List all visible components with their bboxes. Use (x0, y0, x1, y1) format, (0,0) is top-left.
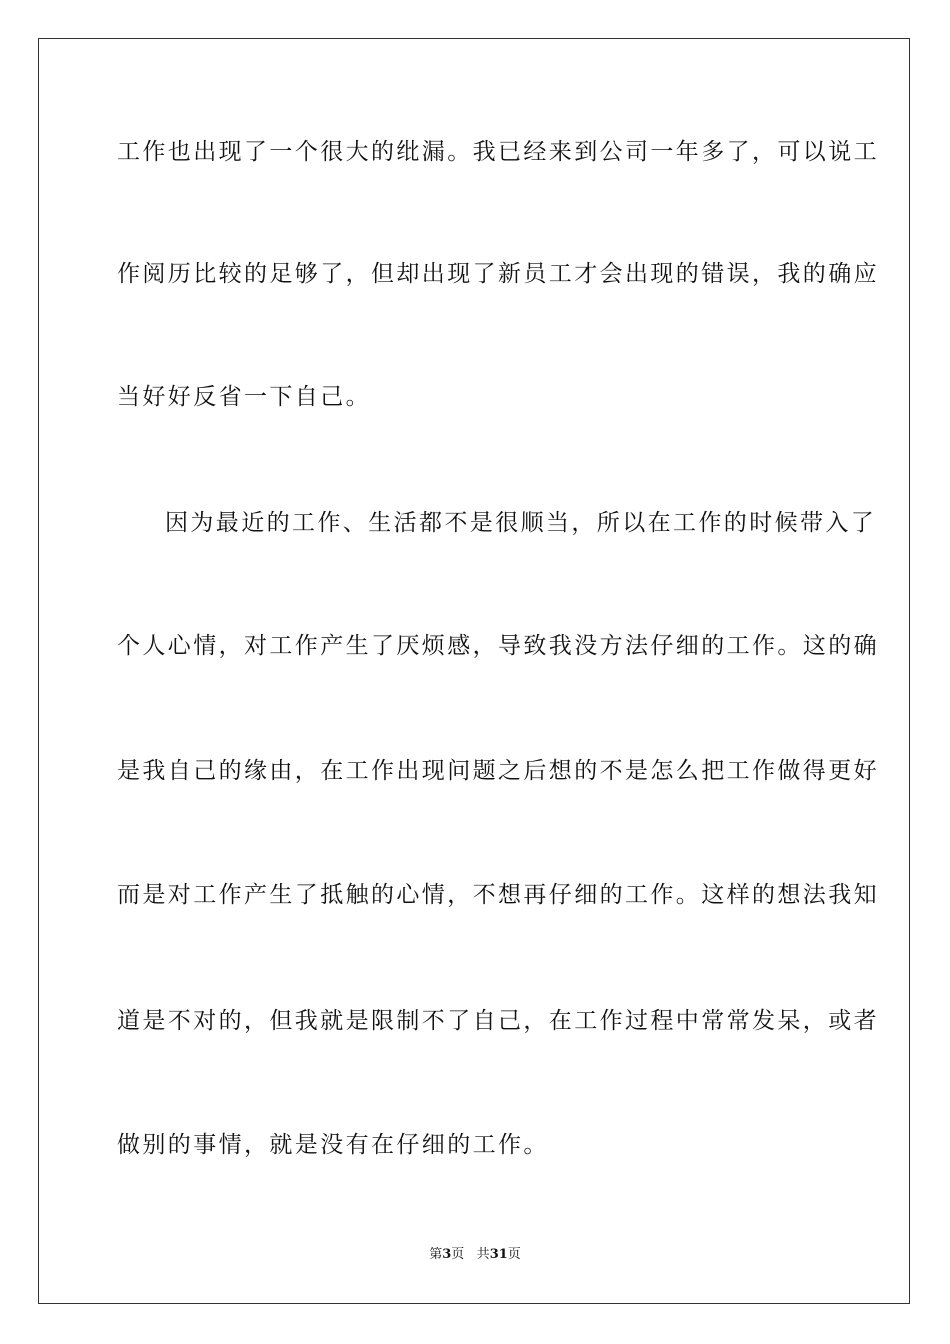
paragraph-line-9: 做别的事情，就是没有在仔细的工作。 (117, 1132, 549, 1158)
page-footer (0, 1246, 950, 1264)
page-prefix: 第 (429, 1247, 443, 1262)
total-prefix: 共 (476, 1247, 490, 1262)
paragraph-line-5: 个人心情，对工作产生了厌烦感，导致我没方法仔细的工作。这的确 (117, 633, 879, 659)
paragraph-line-4: 因为最近的工作、生活都不是很顺当，所以在工作的时候带入了 (165, 510, 877, 536)
paragraph-line-2: 作阅历比较的足够了，但却出现了新员工才会出现的错误，我的确应 (117, 261, 879, 287)
paragraph-line-3: 当好好反省一下自己。 (117, 384, 371, 410)
paragraph-line-6: 是我自己的缘由，在工作出现问题之后想的不是怎么把工作做得更好 (117, 758, 879, 784)
page-number: 3 (442, 1247, 452, 1262)
total-suffix: 页 (507, 1247, 521, 1262)
paragraph-line-7: 而是对工作产生了抵触的心情，不想再仔细的工作。这样的想法我知 (117, 882, 879, 908)
page-suffix: 页 (451, 1247, 465, 1262)
page-border (38, 38, 910, 1304)
paragraph-line-8: 道是不对的，但我就是限制不了自己，在工作过程中常常发呆，或者 (117, 1008, 879, 1034)
paragraph-line-1: 工作也出现了一个很大的纰漏。我已经来到公司一年多了，可以说工 (117, 139, 879, 165)
total-pages: 31 (489, 1247, 508, 1262)
